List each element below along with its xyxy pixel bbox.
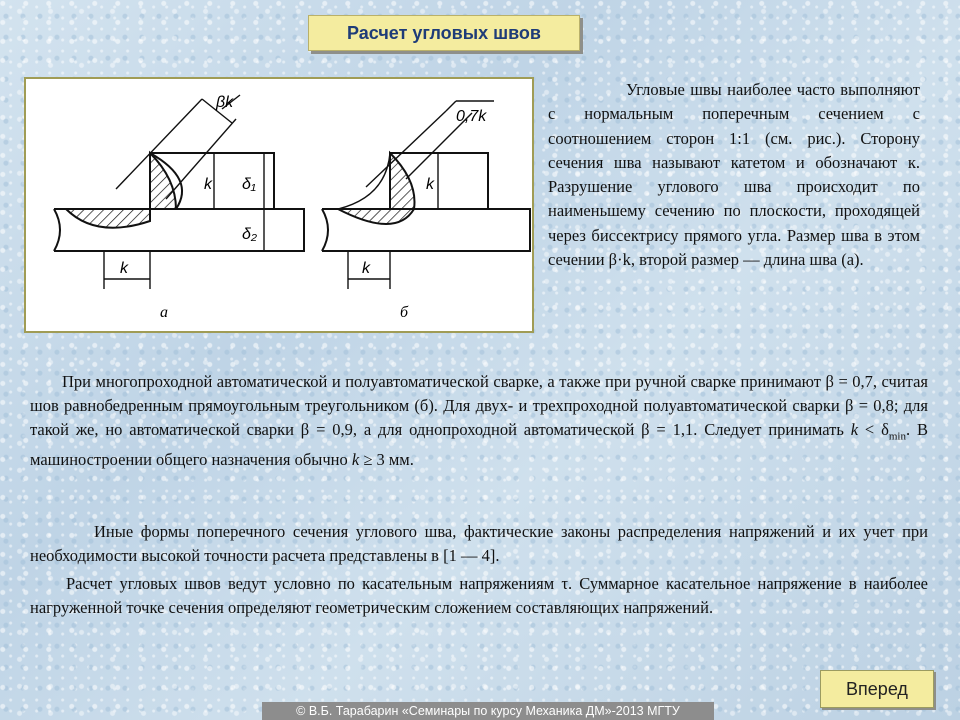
label-k-vertical-a: k — [204, 176, 212, 193]
paragraph-beta-values — [30, 370, 928, 472]
caption-a: а — [160, 304, 168, 321]
p2-text-3: ≥ 3 мм. — [359, 450, 414, 470]
label-delta2: δ₂ — [242, 226, 257, 243]
label-k-horizontal-b: k — [362, 260, 370, 277]
caption-b: б — [400, 304, 409, 321]
p2-k-2: k — [351, 450, 360, 470]
p2-subscript-min: min — [888, 430, 906, 443]
slide-title: Расчет угловых швов — [308, 15, 580, 51]
next-button[interactable]: Вперед — [820, 670, 934, 708]
weld-diagram — [24, 77, 534, 333]
label-07k: 0,7k — [456, 108, 487, 125]
label-k-vertical-b: k — [426, 176, 434, 193]
p2-k-1: k — [850, 420, 859, 439]
p2-text-2: . В машиностроении общего назначения обычно — [30, 420, 928, 470]
p2-text-1: При многопроходной автоматической и полуавтоматической сварке, а также при ручной сварке принимают β = 0,7, считая шов равнобедренным прямоугольным треугольником (б). Для двух- и трехпроходной полуавтоматической сварки β = 0,8; для такой же, но автоматической сварки β = 0,9, а для однопроходной автоматической β = 1,1. Следует принимать — [30, 372, 928, 439]
label-beta-k: βk — [216, 94, 234, 111]
paragraph-shear-stress: Расчет угловых швов ведут условно по касательным напряжениям τ. Суммарное касательное напряжение в наиболее нагруженной точке сечения определяют геометрическим сложением составляющих напряжений. — [30, 574, 928, 617]
weld-diagram-svg — [26, 79, 532, 331]
label-k-horizontal-a: k — [120, 260, 128, 277]
paragraph-other-shapes: Иные формы поперечного сечения углового шва, фактические законы распределения напряжений и их учет при необходимости высокой точности расчета представлены в [1 — 4]. — [30, 522, 928, 565]
label-delta1: δ₁ — [242, 176, 256, 193]
footer-copyright: © В.Б. Тарабарин «Семинары по курсу Механика ДМ»-2013 МГТУ — [262, 702, 714, 720]
paragraph-fillet-weld-definition: Угловые швы наиболее часто выполняют с нормальным поперечным сечением с соотношением сторон 1:1 (см. рис.). Сторону сечения шва называют катетом и обозначают к. Разрушение углового шва происходит по наименьшему сечению по плоскости, проходящей через биссектрису прямого угла. Размер шва в этом сечении β·k, второй размер — длина шва (а). — [548, 80, 920, 270]
p2-lt-delta: < δ — [858, 420, 889, 439]
